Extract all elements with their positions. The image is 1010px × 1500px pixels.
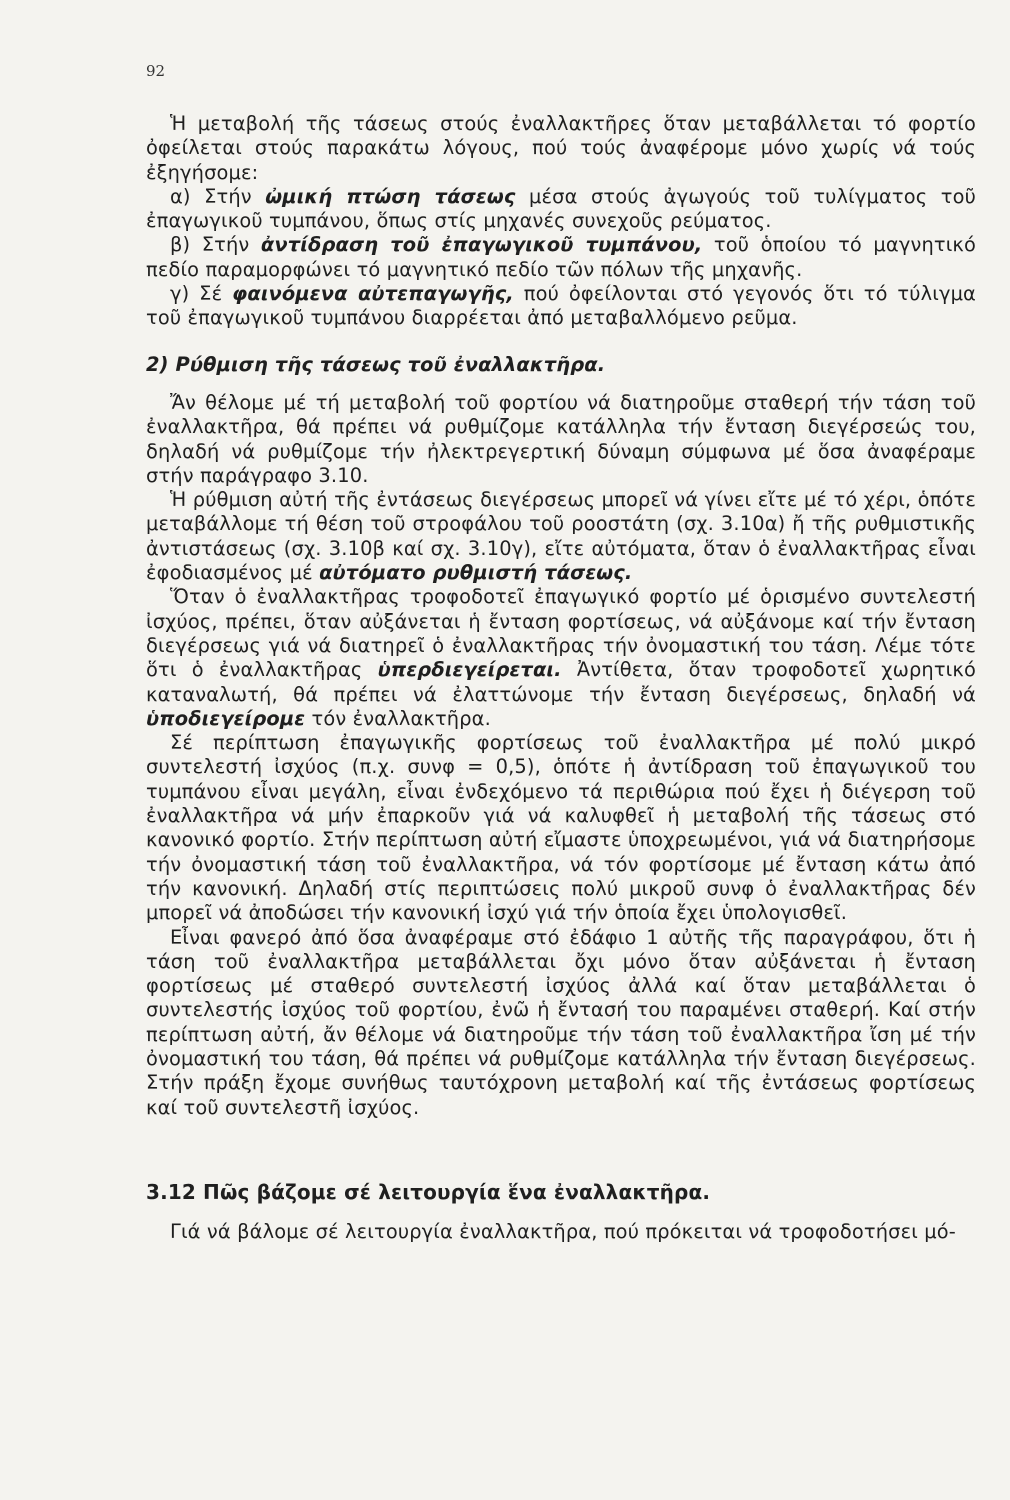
paragraph-2-emphasis: αὐτόματο ρυθμιστή τάσεως. [319, 561, 633, 585]
section-2-paragraph-5: Εἶναι φανερό ἀπό ὅσα ἀναφέραμε στό ἐδάφιο 1 αὐτῆς τῆς παραγράφου, ὅτι ἡ τάση τοῦ ἐναλλακτῆρα μεταβάλλεται ὄχι μόνο ὅταν αὐξάνεται ἡ ἔνταση φορτίσεως μέ σταθερό συντελεστή ἰσχύος ἀλλά καί ὅταν μεταβάλλεται ὁ συντελεστής ἰσχύος τοῦ φορτίου, ἐνῶ ἡ ἔντασή του παραμένει σταθερή. Καί στήν περίπτωση αὐτή, ἄν θέλομε νά διατηροῦμε τήν τάση τοῦ ἐναλλακτῆρα ἴση μέ τήν ὀνομαστική του τάση, θά πρέπει νά ρυθμίζομε κατάλληλα τήν ἔνταση διεγέρσεως. Στήν πράξη ἔχομε συνήθως ταυτόχρονη μεταβολή καί τῆς ἐντάσεως φορτίσεως καί τοῦ συντελεστῆ ἰσχύος. [146, 925, 976, 1119]
paragraph-3-text-2: Ἀντίθετα, ὅταν τροφοδοτεῖ χωρητικό καταναλωτή, θά πρέπει νά ἐλαττώνομε τήν ἔνταση διεγέρσεως, δηλαδή νά [146, 658, 976, 706]
intro-paragraph: Ἡ μεταβολή τῆς τάσεως στούς ἐναλλακτῆρες ὅταν μεταβάλλεται τό φορτίο ὀφείλεται στούς παρακάτω λόγους, πού τούς ἀναφέρομε μόνο χωρίς νά τούς ἐξηγήσομε: [146, 112, 976, 184]
body-text [146, 112, 976, 1244]
item-a-pre: α) Στήν [170, 184, 266, 208]
paragraph-3-emphasis-2: ὑποδιεγείρομε [146, 706, 306, 730]
item-b-post: τοῦ ὁποίου τό μαγνητικό πεδίο παραμορφώνει τό μαγνητικό πεδίο τῶν πόλων τῆς μηχανῆς. [146, 233, 977, 281]
item-a-post: μέσα στούς ἀγωγούς τοῦ τυλίγματος τοῦ ἐπαγωγικοῦ τυμπάνου, ὅπως στίς μηχανές συνεχοῦς ρεύματος. [146, 184, 976, 233]
paragraph-3-text-1: Ὅταν ὁ ἐναλλακτῆρας τροφοδοτεῖ ἐπαγωγικό φορτίο μέ ὁρισμένο συντελεστή ἰσχύος, πρέπει, ὅταν αὐξάνεται ἡ ἔνταση φορτίσεως, νά αὐξάνομε καί τήν ἔνταση διεγέρσεως γιά νά διατηρεῖ ὁ ἐναλλακτῆρας τήν ὀνομαστική του τάση. Λέμε τότε ὅτι ὁ ἐναλλακτῆρας [146, 585, 976, 682]
item-b-pre: β) Στήν [170, 233, 261, 257]
paragraph-3-emphasis-1: ὑπερδιεγείρεται. [377, 658, 562, 682]
section-2-paragraph-2 [146, 488, 976, 585]
section-2-paragraph-3 [146, 585, 976, 731]
page-number: 92 [146, 62, 166, 80]
item-c-pre: γ) Σέ [170, 282, 233, 306]
section-2-heading: 2) Ρύθμιση τῆς τάσεως τοῦ ἐναλλακτῆρα. [146, 352, 606, 376]
paragraph-2-text: Ἡ ρύθμιση αὐτή τῆς ἐντάσεως διεγέρσεως μπορεῖ νά γίνει εἴτε μέ τό χέρι, ὁπότε μεταβάλλομε τή θέση τοῦ στροφάλου τοῦ ροοστάτη (σχ. 3.10α) ἤ τῆς ρυθμιστικῆς ἀντιστάσεως (σχ. 3.10β καί σχ. 3.10γ), εἴτε αὐτόματα, ὅταν ὁ ἐναλλακτῆρας εἶναι ἐφοδιασμένος μέ [146, 488, 976, 585]
item-c-post: πού ὀφείλονται στό γεγονός ὅτι τό τύλιγμα τοῦ ἐπαγωγικοῦ τυμπάνου διαρρέεται ἀπό μεταβαλλόμενο ρεῦμα. [146, 282, 976, 330]
section-3-12-heading: 3.12 Πῶς βάζομε σέ λειτουργία ἕνα ἐναλλακτῆρα. [146, 1179, 711, 1204]
list-item-a [146, 185, 976, 234]
item-a-emphasis: ὠμική πτώση τάσεως [265, 184, 516, 208]
section-2-paragraph-1: Ἄν θέλομε μέ τή μεταβολή τοῦ φορτίου νά διατηροῦμε σταθερή τήν τάση τοῦ ἐναλλακτῆρα, θά πρέπει νά ρυθμίζομε κατάλληλα τήν ἔνταση διεγέρσεώς του, δηλαδή νά ρυθμίζομε τήν ἠλεκτρεγερτική δύναμη σύμφωνα μέ ὅσα ἀναφέραμε στήν παράγραφο 3.10. [146, 390, 976, 487]
list-item-b [146, 233, 976, 282]
section-3-12-paragraph-1: Γιά νά βάλομε σέ λειτουργία ἐναλλακτῆρα, πού πρόκειται νά τροφοδοτήσει μό- [170, 1220, 956, 1244]
item-b-emphasis: ἀντίδραση τοῦ ἐπαγωγικοῦ τυμπάνου, [260, 233, 703, 257]
section-2-paragraph-4: Σέ περίπτωση ἐπαγωγικῆς φορτίσεως τοῦ ἐναλλακτῆρα μέ πολύ μικρό συντελεστή ἰσχύος (π.χ. συνφ = 0,5), ὁπότε ἡ ἀντίδραση τοῦ ἐπαγωγικοῦ του τυμπάνου εἶναι μεγάλη, εἶναι ἐνδεχόμενο τά περιθώρια πού ἔχει ἡ διέγερση τοῦ ἐναλλακτῆρα νά μήν ἐπαρκοῦν γιά νά καλυφθεῖ ἡ μεταβολή τῆς τάσεως στό κανονικό φορτίο. Στήν περίπτωση αὐτή εἴμαστε ὑποχρεωμένοι, γιά νά διατηρήσομε τήν ὀνομαστική τάση τοῦ ἐναλλακτῆρα, νά τόν φορτίσομε μέ ἔνταση κάτω ἀπό τήν κανονική. Δηλαδή στίς περιπτώσεις πολύ μικροῦ συνφ ὁ ἐναλλακτῆρας δέν μπορεῖ νά ἀποδώσει τήν κανονική ἰσχύ γιά τήν ὁποία ἔχει ὑπολογισθεῖ. [146, 731, 976, 925]
paragraph-3-text-3: τόν ἐναλλακτῆρα. [305, 706, 491, 730]
item-c-emphasis: φαινόμενα αὐτεπαγωγῆς, [232, 282, 514, 306]
list-item-c [146, 282, 976, 331]
